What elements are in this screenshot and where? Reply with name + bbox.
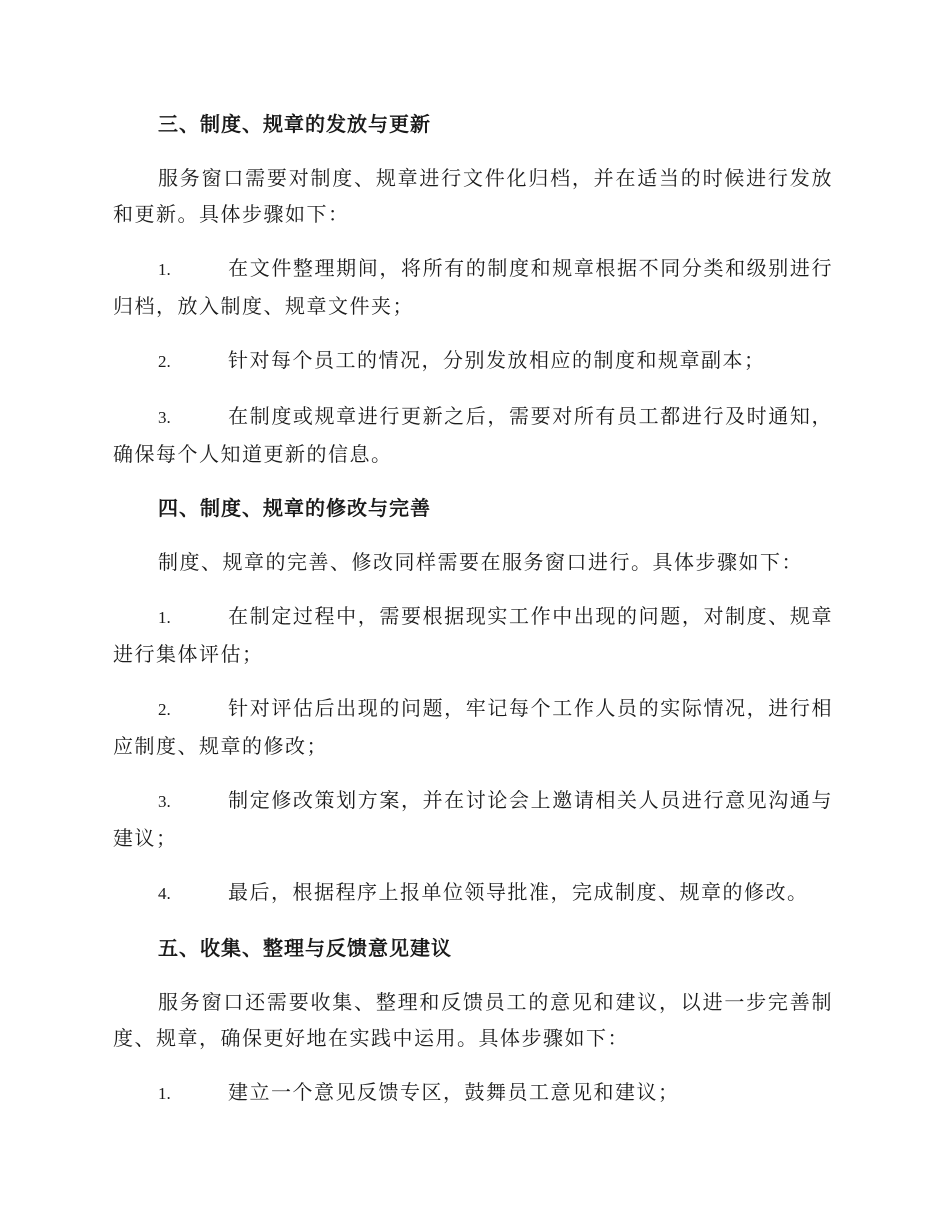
list-item-text: 制定修改策划方案，并在讨论会上邀请相关人员进行意见沟通与建议； bbox=[113, 788, 833, 850]
list-item bbox=[113, 250, 833, 324]
list-item-text: 在文件整理期间，将所有的制度和规章根据不同分类和级别进行归档，放入制度、规章文件夹； bbox=[113, 256, 833, 318]
list-item bbox=[113, 874, 833, 912]
section-heading: 五、收集、整理与反馈意见建议 bbox=[158, 936, 452, 960]
list-item-text: 针对评估后出现的问题，牢记每个工作人员的实际情况，进行相应制度、规章的修改； bbox=[113, 696, 833, 758]
list-item bbox=[113, 342, 833, 380]
list-item-number: 1. bbox=[158, 260, 171, 279]
list-item-text: 在制度或规章进行更新之后，需要对所有员工都进行及时通知，确保每个人知道更新的信息。 bbox=[113, 404, 833, 466]
list-item bbox=[113, 1074, 833, 1112]
section-intro: 制度、规章的完善、修改同样需要在服务窗口进行。具体步骤如下： bbox=[158, 550, 803, 574]
list-item-number: 4. bbox=[158, 884, 171, 903]
section-heading: 四、制度、规章的修改与完善 bbox=[158, 496, 431, 520]
list-item-number: 1. bbox=[158, 1084, 171, 1103]
list-item bbox=[113, 782, 833, 856]
list-item-number: 1. bbox=[158, 608, 171, 627]
section-5 bbox=[113, 930, 833, 1112]
list-item bbox=[113, 690, 833, 764]
list-item-text: 最后，根据程序上报单位领导批准，完成制度、规章的修改。 bbox=[228, 880, 809, 904]
section-intro: 服务窗口需要对制度、规章进行文件化归档，并在适当的时候进行发放和更新。具体步骤如下： bbox=[113, 166, 833, 226]
list-item-number: 3. bbox=[158, 408, 171, 427]
section-4 bbox=[113, 490, 833, 912]
section-intro: 服务窗口还需要收集、整理和反馈员工的意见和建议，以进一步完善制度、规章，确保更好地在实践中运用。具体步骤如下： bbox=[113, 990, 833, 1050]
list-item bbox=[113, 398, 833, 472]
list-item-number: 2. bbox=[158, 700, 171, 719]
list-item-text: 建立一个意见反馈专区，鼓舞员工意见和建议； bbox=[228, 1080, 680, 1104]
list-item-number: 2. bbox=[158, 352, 171, 371]
list-item-text: 针对每个员工的情况，分别发放相应的制度和规章副本； bbox=[228, 348, 766, 372]
list-item bbox=[113, 598, 833, 672]
document-body bbox=[113, 106, 833, 1130]
section-3 bbox=[113, 106, 833, 472]
list-item-text: 在制定过程中，需要根据现实工作中出现的问题，对制度、规章进行集体评估； bbox=[113, 604, 833, 666]
section-heading: 三、制度、规章的发放与更新 bbox=[158, 112, 431, 136]
list-item-number: 3. bbox=[158, 792, 171, 811]
